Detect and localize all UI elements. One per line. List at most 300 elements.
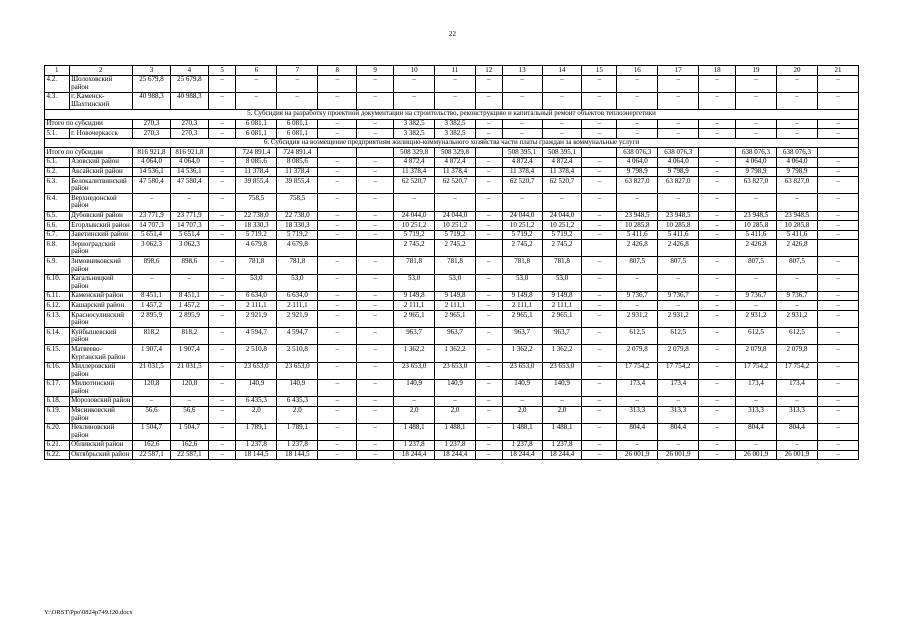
value-cell: –: [776, 119, 817, 129]
value-cell: 62 520,7: [542, 177, 582, 194]
value-cell: –: [357, 211, 394, 221]
value-cell: –: [699, 211, 736, 221]
value-cell: 2 111,1: [394, 301, 435, 311]
value-cell: –: [318, 362, 357, 379]
value-cell: 18 144,5: [277, 450, 318, 460]
value-cell: 1 237,8: [435, 440, 476, 450]
value-cell: –: [582, 221, 617, 231]
value-cell: 23 653,0: [277, 362, 318, 379]
value-cell: 1 488,1: [435, 423, 476, 440]
value-cell: –: [208, 129, 236, 139]
value-cell: 140,9: [542, 379, 582, 396]
value-cell: –: [542, 396, 582, 406]
value-cell: 18 330,3: [277, 221, 318, 231]
value-cell: [318, 240, 357, 257]
value-cell: –: [817, 291, 858, 301]
value-cell: –: [357, 257, 394, 274]
value-cell: –: [658, 92, 699, 109]
value-cell: –: [582, 345, 617, 362]
value-cell: –: [817, 177, 858, 194]
value-cell: [582, 148, 617, 158]
value-cell: 18 244,4: [394, 450, 435, 460]
value-cell: 807,5: [736, 257, 777, 274]
value-cell: –: [542, 194, 582, 211]
value-cell: 2 426,8: [776, 240, 817, 257]
value-cell: –: [542, 75, 582, 92]
value-cell: –: [776, 274, 817, 291]
value-cell: –: [817, 362, 858, 379]
value-cell: 2 921,9: [277, 311, 318, 328]
value-cell: 963,7: [502, 328, 542, 345]
value-cell: 612,5: [776, 328, 817, 345]
value-cell: –: [208, 177, 236, 194]
value-cell: –: [170, 194, 208, 211]
value-cell: 4 594,7: [277, 328, 318, 345]
value-cell: –: [476, 423, 503, 440]
value-cell: 120,8: [133, 379, 171, 396]
value-cell: –: [318, 119, 357, 129]
value-cell: 508 395,1: [502, 148, 542, 158]
value-cell: 724 891,4: [277, 148, 318, 158]
value-cell: –: [817, 257, 858, 274]
value-cell: 638 076,3: [736, 148, 777, 158]
value-cell: 1 457,2: [133, 301, 171, 311]
value-cell: 10 285,8: [658, 221, 699, 231]
value-cell: –: [318, 257, 357, 274]
column-number-cell: 17: [658, 66, 699, 76]
value-cell: 5 719,2: [394, 230, 435, 240]
column-number-cell: 7: [277, 66, 318, 76]
value-cell: 8 451,1: [170, 291, 208, 301]
value-cell: –: [658, 301, 699, 311]
value-cell: –: [699, 129, 736, 139]
value-cell: –: [208, 379, 236, 396]
value-cell: 24 044,0: [542, 211, 582, 221]
table-row: [45, 221, 859, 231]
value-cell: 9 149,8: [502, 291, 542, 301]
value-cell: –: [357, 328, 394, 345]
value-cell: 5 719,2: [502, 230, 542, 240]
value-cell: –: [817, 379, 858, 396]
column-number-cell: 4: [170, 66, 208, 76]
column-number-cell: 21: [817, 66, 858, 76]
value-cell: –: [582, 379, 617, 396]
value-cell: –: [699, 177, 736, 194]
column-number-cell: 8: [318, 66, 357, 76]
value-cell: –: [582, 291, 617, 301]
value-cell: 10 251,2: [435, 221, 476, 231]
value-cell: 2 510,8: [277, 345, 318, 362]
column-number-cell: 12: [476, 66, 503, 76]
column-number-cell: 16: [617, 66, 658, 76]
column-number-cell: 19: [736, 66, 777, 76]
value-cell: 2 111,1: [277, 301, 318, 311]
value-cell: 804,4: [776, 423, 817, 440]
municipality-name: Неклиновский район: [69, 423, 132, 440]
value-cell: –: [435, 396, 476, 406]
municipality-name: Дубовский район: [69, 211, 132, 221]
value-cell: 2 931,2: [736, 311, 777, 328]
value-cell: –: [318, 301, 357, 311]
value-cell: –: [476, 328, 503, 345]
municipality-name: Миллеровский район: [69, 362, 132, 379]
column-number-cell: 15: [582, 66, 617, 76]
value-cell: 9 149,8: [435, 291, 476, 301]
value-cell: 1 504,7: [133, 423, 171, 440]
value-cell: 804,4: [736, 423, 777, 440]
value-cell: –: [476, 211, 503, 221]
value-cell: 5 651,4: [133, 230, 171, 240]
value-cell: –: [582, 396, 617, 406]
value-cell: –: [318, 423, 357, 440]
column-number-cell: 20: [776, 66, 817, 76]
value-cell: –: [699, 406, 736, 423]
value-cell: 11 378,4: [502, 167, 542, 177]
value-cell: 2,0: [236, 406, 277, 423]
value-cell: –: [236, 92, 277, 109]
value-cell: 11 378,4: [394, 167, 435, 177]
value-cell: –: [776, 301, 817, 311]
value-cell: –: [582, 257, 617, 274]
value-cell: 5 719,2: [236, 230, 277, 240]
value-cell: –: [699, 311, 736, 328]
value-cell: 22 587,1: [170, 450, 208, 460]
value-cell: –: [476, 167, 503, 177]
value-cell: 162,6: [133, 440, 171, 450]
table-row: [45, 177, 859, 194]
value-cell: 1 789,1: [277, 423, 318, 440]
column-number-cell: 13: [502, 66, 542, 76]
row-number: 6.13.: [45, 311, 70, 328]
value-cell: –: [699, 221, 736, 231]
row-number: 4.3.: [45, 92, 70, 109]
value-cell: –: [582, 167, 617, 177]
value-cell: 21 031,5: [170, 362, 208, 379]
value-cell: –: [357, 274, 394, 291]
value-cell: –: [658, 129, 699, 139]
value-cell: 2,0: [277, 406, 318, 423]
total-row: [45, 119, 859, 129]
value-cell: –: [318, 345, 357, 362]
value-cell: 2 931,2: [776, 311, 817, 328]
value-cell: 140,9: [435, 379, 476, 396]
value-cell: –: [582, 157, 617, 167]
value-cell: 62 520,7: [394, 177, 435, 194]
value-cell: 816 921,8: [133, 148, 171, 158]
value-cell: 1 907,4: [170, 345, 208, 362]
value-cell: 26 001,9: [736, 450, 777, 460]
value-cell: 62 520,7: [435, 177, 476, 194]
value-cell: –: [617, 194, 658, 211]
value-cell: 2 111,1: [502, 301, 542, 311]
row-number: 6.18.: [45, 396, 70, 406]
value-cell: –: [476, 230, 503, 240]
value-cell: –: [542, 119, 582, 129]
value-cell: 612,5: [658, 328, 699, 345]
value-cell: –: [318, 75, 357, 92]
value-cell: –: [357, 75, 394, 92]
section-heading-row: [45, 109, 859, 119]
value-cell: 2 745,2: [394, 240, 435, 257]
value-cell: 508 395,1: [542, 148, 582, 158]
table-row: [45, 423, 859, 440]
value-cell: 5 411,6: [658, 230, 699, 240]
table-row: [45, 396, 859, 406]
value-cell: 2 931,2: [617, 311, 658, 328]
value-cell: 2 426,8: [736, 240, 777, 257]
municipality-name: Матвеево-Курганский район: [69, 345, 132, 362]
value-cell: –: [817, 311, 858, 328]
value-cell: –: [208, 230, 236, 240]
value-cell: –: [617, 301, 658, 311]
value-cell: [208, 240, 236, 257]
value-cell: 804,4: [617, 423, 658, 440]
value-cell: 24 044,0: [435, 211, 476, 221]
table-row: [45, 157, 859, 167]
value-cell: 23 653,0: [435, 362, 476, 379]
value-cell: –: [476, 440, 503, 450]
value-cell: –: [318, 157, 357, 167]
value-cell: –: [699, 345, 736, 362]
value-cell: –: [736, 92, 777, 109]
value-cell: –: [476, 92, 503, 109]
column-number-cell: 11: [435, 66, 476, 76]
page-number: 22: [449, 30, 456, 38]
section-heading: 6. Субсидия на возмещение предприятиям жилищно-коммунального хозяйства части платы граждан за коммунальные услуги: [45, 138, 859, 148]
value-cell: –: [502, 75, 542, 92]
value-cell: 173,4: [776, 379, 817, 396]
value-cell: –: [357, 450, 394, 460]
value-cell: 638 076,3: [658, 148, 699, 158]
value-cell: 1 488,1: [394, 423, 435, 440]
row-number: 6.12.: [45, 301, 70, 311]
value-cell: 9 736,7: [658, 291, 699, 301]
table-row: [45, 194, 859, 211]
municipality-name: Кагальницкий район: [69, 274, 132, 291]
value-cell: 804,4: [658, 423, 699, 440]
value-cell: –: [699, 291, 736, 301]
value-cell: 724 891,4: [236, 148, 277, 158]
value-cell: 818,2: [133, 328, 171, 345]
value-cell: –: [318, 328, 357, 345]
value-cell: 120,8: [170, 379, 208, 396]
value-cell: –: [318, 291, 357, 301]
value-cell: –: [699, 328, 736, 345]
value-cell: 56,6: [170, 406, 208, 423]
value-cell: 781,8: [502, 257, 542, 274]
value-cell: –: [502, 194, 542, 211]
value-cell: [208, 148, 236, 158]
value-cell: 1 907,4: [133, 345, 171, 362]
value-cell: –: [776, 396, 817, 406]
value-cell: 4 064,0: [133, 157, 171, 167]
table-row: [45, 240, 859, 257]
value-cell: 1 504,7: [170, 423, 208, 440]
value-cell: 4 872,4: [502, 157, 542, 167]
value-cell: –: [208, 92, 236, 109]
value-cell: 62 520,7: [502, 177, 542, 194]
value-cell: 963,7: [435, 328, 476, 345]
value-cell: –: [658, 396, 699, 406]
value-cell: –: [776, 129, 817, 139]
table-row: [45, 291, 859, 301]
value-cell: 18 244,4: [435, 450, 476, 460]
value-cell: –: [817, 92, 858, 109]
value-cell: –: [318, 396, 357, 406]
value-cell: 25 679,8: [170, 75, 208, 92]
value-cell: –: [476, 129, 503, 139]
value-cell: –: [476, 194, 503, 211]
value-cell: –: [617, 396, 658, 406]
value-cell: –: [582, 92, 617, 109]
value-cell: –: [208, 301, 236, 311]
value-cell: –: [357, 221, 394, 231]
value-cell: 17 754,2: [617, 362, 658, 379]
value-cell: 4 872,4: [435, 157, 476, 167]
value-cell: –: [502, 92, 542, 109]
value-cell: –: [133, 396, 171, 406]
value-cell: –: [817, 423, 858, 440]
value-cell: 11 378,4: [542, 167, 582, 177]
value-cell: –: [617, 119, 658, 129]
value-cell: 140,9: [502, 379, 542, 396]
row-number: 5.1.: [45, 129, 70, 139]
value-cell: 508 329,8: [394, 148, 435, 158]
total-row: [45, 148, 859, 158]
value-cell: –: [476, 119, 503, 129]
value-cell: 2 965,1: [542, 311, 582, 328]
value-cell: 1 789,1: [236, 423, 277, 440]
value-cell: 18 244,4: [542, 450, 582, 460]
value-cell: 63 827,0: [658, 177, 699, 194]
value-cell: –: [357, 406, 394, 423]
value-cell: 898,6: [133, 257, 171, 274]
total-label: Итого по субсидии: [45, 148, 133, 158]
value-cell: –: [318, 274, 357, 291]
municipality-name: Морозовский район: [69, 396, 132, 406]
file-path-footer: Y:\ORST\Ppo\0824p749.f20.docx: [44, 609, 133, 616]
value-cell: –: [357, 167, 394, 177]
value-cell: 5 719,2: [277, 230, 318, 240]
value-cell: 2 079,8: [736, 345, 777, 362]
value-cell: [476, 148, 503, 158]
value-cell: 2 965,1: [502, 311, 542, 328]
value-cell: 14 707,3: [170, 221, 208, 231]
value-cell: 63 827,0: [776, 177, 817, 194]
value-cell: 758,5: [236, 194, 277, 211]
value-cell: –: [394, 396, 435, 406]
table-row: [45, 129, 859, 139]
value-cell: 40 988,3: [170, 92, 208, 109]
value-cell: –: [357, 177, 394, 194]
row-number: 4.2.: [45, 75, 70, 92]
value-cell: –: [582, 274, 617, 291]
value-cell: 47 580,4: [133, 177, 171, 194]
value-cell: 17 754,2: [776, 362, 817, 379]
value-cell: 39 855,4: [236, 177, 277, 194]
row-number: 6.3.: [45, 177, 70, 194]
value-cell: –: [582, 129, 617, 139]
table-row: [45, 379, 859, 396]
row-number: 6.20.: [45, 423, 70, 440]
value-cell: 2 895,9: [170, 311, 208, 328]
value-cell: –: [357, 129, 394, 139]
value-cell: –: [699, 92, 736, 109]
section-heading: 5. Субсидия на разработку проектной документации на строительство, реконструкцию и капитальный ремонт объектов теплоэнергетики: [45, 109, 859, 119]
value-cell: 26 001,9: [776, 450, 817, 460]
value-cell: –: [208, 311, 236, 328]
value-cell: –: [582, 119, 617, 129]
value-cell: 6 435,3: [236, 396, 277, 406]
value-cell: –: [699, 423, 736, 440]
value-cell: –: [394, 92, 435, 109]
value-cell: 10 285,8: [776, 221, 817, 231]
value-cell: 6 081,1: [236, 119, 277, 129]
value-cell: [357, 240, 394, 257]
value-cell: 4 064,0: [658, 157, 699, 167]
municipality-name: Куйбышевский район: [69, 328, 132, 345]
value-cell: 2 079,8: [658, 345, 699, 362]
value-cell: 22 587,1: [133, 450, 171, 460]
row-number: 6.5.: [45, 211, 70, 221]
value-cell: –: [699, 362, 736, 379]
value-cell: 23 653,0: [542, 362, 582, 379]
value-cell: –: [617, 440, 658, 450]
row-number: 6.19.: [45, 406, 70, 423]
value-cell: –: [617, 92, 658, 109]
municipality-name: Азовский район: [69, 157, 132, 167]
value-cell: 1 237,8: [394, 440, 435, 450]
column-number-cell: 3: [133, 66, 171, 76]
value-cell: –: [208, 211, 236, 221]
value-cell: –: [170, 274, 208, 291]
value-cell: 23 948,5: [617, 211, 658, 221]
value-cell: 11 378,4: [435, 167, 476, 177]
value-cell: –: [357, 362, 394, 379]
municipality-name: Зерноградский район: [69, 240, 132, 257]
municipality-name: Шолоховский район: [69, 75, 132, 92]
value-cell: 807,5: [617, 257, 658, 274]
municipality-name: Заветинский район: [69, 230, 132, 240]
value-cell: –: [658, 75, 699, 92]
value-cell: 807,5: [776, 257, 817, 274]
table-row: [45, 328, 859, 345]
value-cell: 17 754,2: [736, 362, 777, 379]
table-row: [45, 301, 859, 311]
value-cell: –: [208, 362, 236, 379]
column-number-cell: 1: [45, 66, 70, 76]
value-cell: 313,3: [617, 406, 658, 423]
column-number-cell: 2: [69, 66, 132, 76]
value-cell: 638 076,3: [617, 148, 658, 158]
value-cell: –: [476, 379, 503, 396]
value-cell: –: [476, 301, 503, 311]
value-cell: –: [208, 440, 236, 450]
value-cell: –: [699, 274, 736, 291]
value-cell: 4 679,8: [277, 240, 318, 257]
value-cell: –: [776, 75, 817, 92]
value-cell: –: [357, 423, 394, 440]
municipality-name: Верхнедонской район: [69, 194, 132, 211]
value-cell: 2,0: [435, 406, 476, 423]
value-cell: [357, 148, 394, 158]
value-cell: –: [318, 311, 357, 328]
value-cell: 1 362,2: [394, 345, 435, 362]
value-cell: 1 488,1: [502, 423, 542, 440]
value-cell: 140,9: [394, 379, 435, 396]
value-cell: –: [476, 257, 503, 274]
value-cell: 22 738,0: [277, 211, 318, 221]
